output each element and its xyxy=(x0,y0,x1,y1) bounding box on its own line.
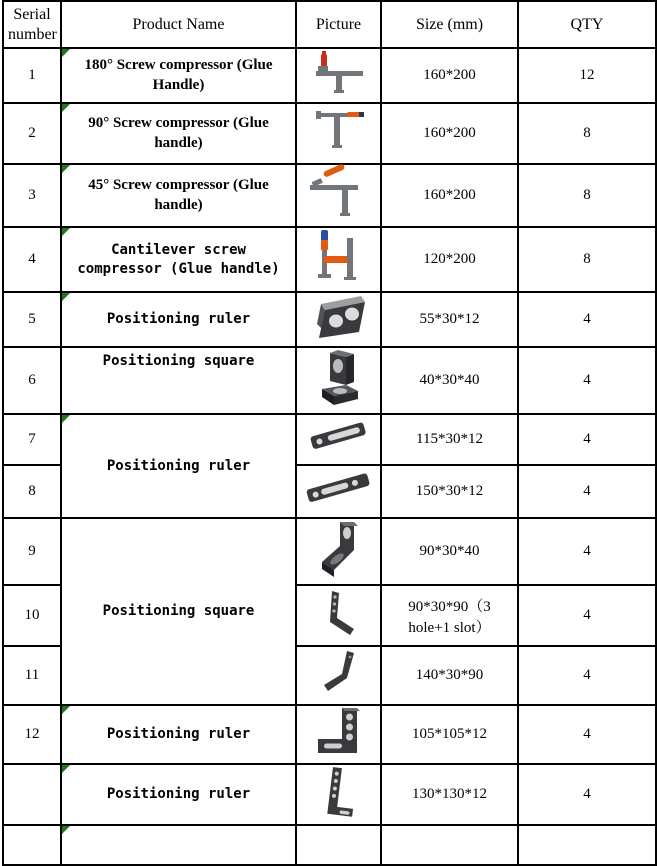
qty-cell[interactable]: 8 xyxy=(518,164,656,227)
picture-cell[interactable] xyxy=(296,292,381,347)
header-size-mm: Size (mm) xyxy=(381,1,518,48)
angle-j-picture xyxy=(319,648,359,698)
angle-small-picture xyxy=(318,587,360,639)
product-name-cell[interactable]: Positioning ruler xyxy=(61,292,296,347)
table-row xyxy=(3,48,656,103)
size-cell[interactable]: 90*30*90（3 hole+1 slot） xyxy=(381,585,518,646)
serial-cell[interactable] xyxy=(3,764,61,825)
qty-cell[interactable] xyxy=(518,825,656,865)
comment-marker-triangle xyxy=(62,415,70,423)
header-picture: Picture xyxy=(296,1,381,48)
product-name-cell[interactable]: Cantilever screw compressor (Glue handle) xyxy=(61,227,296,292)
qty-cell[interactable]: 12 xyxy=(518,48,656,103)
clamp-45-picture xyxy=(306,166,372,220)
comment-marker-triangle xyxy=(62,826,70,834)
picture-cell[interactable] xyxy=(296,465,381,518)
table-row xyxy=(3,292,656,347)
serial-cell[interactable]: 6 xyxy=(3,347,61,414)
picture-cell[interactable] xyxy=(296,103,381,164)
table-row xyxy=(3,227,656,292)
picture-cell[interactable] xyxy=(296,764,381,825)
qty-cell[interactable]: 8 xyxy=(518,103,656,164)
table-row xyxy=(3,518,656,585)
size-cell[interactable]: 150*30*12 xyxy=(381,465,518,518)
qty-cell[interactable]: 4 xyxy=(518,414,656,465)
comment-marker-triangle xyxy=(62,228,70,236)
comment-marker-triangle xyxy=(62,104,70,112)
picture-cell[interactable] xyxy=(296,164,381,227)
serial-cell[interactable]: 11 xyxy=(3,646,61,705)
qty-cell[interactable]: 4 xyxy=(518,347,656,414)
clamp-180-picture xyxy=(309,50,369,96)
comment-marker-triangle xyxy=(62,49,70,57)
size-cell[interactable] xyxy=(381,825,518,865)
size-cell[interactable]: 130*130*12 xyxy=(381,764,518,825)
comment-marker-triangle xyxy=(62,165,70,173)
table-row xyxy=(3,825,656,865)
header-product-name: Product Name xyxy=(61,1,296,48)
angle-bracket-3d-picture xyxy=(316,520,362,578)
serial-cell[interactable]: 2 xyxy=(3,103,61,164)
serial-cell[interactable]: 7 xyxy=(3,414,61,465)
qty-cell[interactable]: 8 xyxy=(518,227,656,292)
comment-marker-triangle xyxy=(62,706,70,714)
size-cell[interactable]: 90*30*40 xyxy=(381,518,518,585)
product-name-cell[interactable]: Positioning ruler xyxy=(61,414,296,518)
size-cell[interactable]: 160*200 xyxy=(381,164,518,227)
size-cell[interactable]: 160*200 xyxy=(381,103,518,164)
size-cell[interactable]: 105*105*12 xyxy=(381,705,518,764)
size-cell[interactable]: 140*30*90 xyxy=(381,646,518,705)
product-name-cell[interactable]: Positioning ruler xyxy=(61,764,296,825)
header-serial-number: Serial number xyxy=(3,1,61,48)
product-name-cell[interactable]: 180° Screw compressor (Glue Handle) xyxy=(61,48,296,103)
picture-cell[interactable] xyxy=(296,705,381,764)
product-name-cell[interactable]: Positioning square xyxy=(61,347,296,414)
table-row xyxy=(3,414,656,465)
comment-marker-triangle xyxy=(62,293,70,301)
picture-cell[interactable] xyxy=(296,646,381,705)
size-cell[interactable]: 160*200 xyxy=(381,48,518,103)
product-name-cell[interactable]: 45° Screw compressor (Glue handle) xyxy=(61,164,296,227)
block-2hole-picture xyxy=(309,294,369,340)
qty-cell[interactable]: 4 xyxy=(518,764,656,825)
product-name-cell[interactable]: Positioning ruler xyxy=(61,705,296,764)
serial-cell[interactable]: 12 xyxy=(3,705,61,764)
picture-cell[interactable] xyxy=(296,518,381,585)
header-row xyxy=(3,1,656,48)
serial-cell[interactable]: 9 xyxy=(3,518,61,585)
angle-block-picture xyxy=(316,349,362,407)
slot-bar-2-picture xyxy=(304,467,374,511)
serial-cell[interactable]: 10 xyxy=(3,585,61,646)
table-row xyxy=(3,347,656,414)
table-row xyxy=(3,164,656,227)
clamp-90-picture xyxy=(311,105,367,157)
qty-cell[interactable]: 4 xyxy=(518,292,656,347)
picture-cell[interactable] xyxy=(296,48,381,103)
serial-cell[interactable]: 3 xyxy=(3,164,61,227)
product-name-cell[interactable]: Positioning square xyxy=(61,518,296,705)
slot-bar-picture xyxy=(306,416,372,458)
qty-cell[interactable]: 4 xyxy=(518,585,656,646)
header-qty: QTY xyxy=(518,1,656,48)
size-cell[interactable]: 55*30*12 xyxy=(381,292,518,347)
clamp-cantilever-picture xyxy=(313,229,365,285)
table-row xyxy=(3,103,656,164)
ruler-L2-picture xyxy=(318,766,360,818)
table-body xyxy=(3,48,656,865)
product-name-cell[interactable]: 90° Screw compressor (Glue handle) xyxy=(61,103,296,164)
serial-cell[interactable]: 4 xyxy=(3,227,61,292)
ruler-L-picture xyxy=(315,707,363,757)
size-cell[interactable]: 120*200 xyxy=(381,227,518,292)
qty-cell[interactable]: 4 xyxy=(518,646,656,705)
table-row xyxy=(3,764,656,825)
size-cell[interactable]: 115*30*12 xyxy=(381,414,518,465)
picture-cell[interactable] xyxy=(296,585,381,646)
comment-marker-triangle xyxy=(62,765,70,773)
serial-cell[interactable]: 1 xyxy=(3,48,61,103)
product-name-cell[interactable] xyxy=(61,825,296,865)
size-cell[interactable]: 40*30*40 xyxy=(381,347,518,414)
picture-cell[interactable] xyxy=(296,347,381,414)
picture-cell[interactable] xyxy=(296,227,381,292)
qty-cell[interactable]: 4 xyxy=(518,705,656,764)
product-table xyxy=(2,0,657,866)
picture-cell[interactable] xyxy=(296,414,381,465)
qty-cell[interactable]: 4 xyxy=(518,518,656,585)
serial-cell[interactable] xyxy=(3,825,61,865)
picture-cell[interactable] xyxy=(296,825,381,865)
table-row xyxy=(3,705,656,764)
serial-cell[interactable]: 8 xyxy=(3,465,61,518)
serial-cell[interactable]: 5 xyxy=(3,292,61,347)
qty-cell[interactable]: 4 xyxy=(518,465,656,518)
